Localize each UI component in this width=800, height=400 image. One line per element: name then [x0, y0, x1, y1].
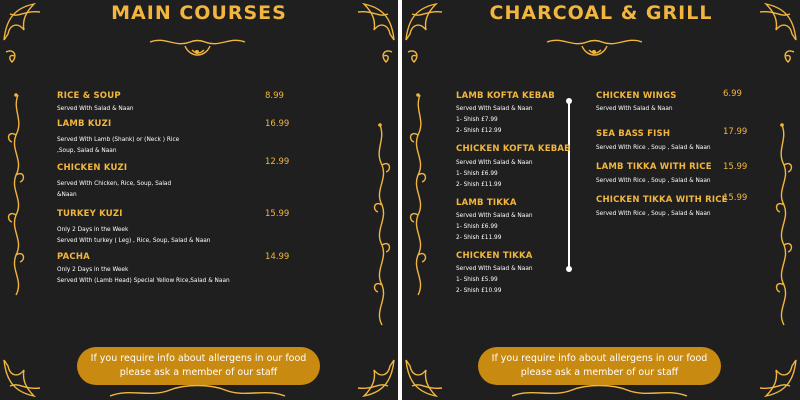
menu-item-name: CHICKEN TIKKA — [456, 251, 533, 261]
description-line: Only 2 Days in the Week — [57, 267, 129, 273]
menu-item-name: CHICKEN KUZI — [57, 163, 128, 173]
menu-item-name: LAMB KUZI — [57, 119, 112, 129]
description-line: Served With Salad & Naan — [596, 106, 673, 112]
menu-item-name: LAMB TIKKA — [456, 198, 517, 208]
description-line: Served With Chicken, Rice, Soup, Salad — [57, 181, 172, 187]
description-line: Only 2 Days in the Week — [57, 227, 129, 233]
description-line: &Naan — [57, 192, 77, 198]
description-line: Served With Rice , Soup , Salad & Naan — [596, 211, 711, 217]
description-line: Served With Salad & Naan — [456, 106, 533, 112]
menu-item-description — [57, 135, 179, 157]
menu-item-name: LAMB TIKKA WITH RICE — [596, 162, 712, 172]
description-line: 2- Shish £12.99 — [456, 128, 502, 134]
description-line: Served With turkey ( Leg) , Rice, Soup, Salad & Naan — [57, 238, 211, 244]
menu-item-description — [456, 264, 533, 297]
description-line: 1- Shish £5.99 — [456, 277, 498, 283]
menu-item-price: 8.99 — [265, 91, 284, 101]
page-title: MAIN COURSES — [111, 2, 287, 24]
menu-item-name: CHICKEN KOFTA KEBAB — [456, 144, 571, 154]
description-line: Served With Rice , Soup , Salad & Naan — [596, 145, 711, 151]
description-line: Served With Rice , Soup , Salad & Naan — [596, 178, 711, 184]
menu-item-description — [596, 104, 673, 115]
page-title: CHARCOAL & GRILL — [489, 2, 713, 24]
allergen-line: If you require info about allergens in our food — [90, 353, 307, 364]
menu-item-name: RICE & SOUP — [57, 91, 121, 101]
column-divider — [568, 101, 570, 269]
menu-item-description — [57, 265, 230, 287]
description-line: Served With Salad & Naan — [456, 266, 533, 272]
description-line: 2- Shish £11.99 — [456, 182, 502, 188]
menu-item-description — [456, 104, 533, 137]
menu-item-name: CHICKEN WINGS — [596, 91, 677, 101]
description-line: Served With Salad & Naan — [456, 160, 533, 166]
menu-item-description — [57, 179, 171, 201]
menu-item-price: 16.99 — [265, 119, 290, 129]
menu-item-name: CHICKEN TIKKA WITH RICE — [596, 195, 728, 205]
menu-item-price: 15.99 — [265, 209, 290, 219]
allergen-notice — [77, 347, 320, 385]
main-courses-menu-page — [0, 0, 398, 400]
menu-item-price: 6.99 — [723, 89, 742, 99]
divider-dot — [566, 266, 572, 272]
allergen-line: please ask a member of our staff — [119, 367, 278, 378]
menu-item-price: 15.99 — [723, 162, 748, 172]
menu-item-description — [596, 143, 711, 154]
menu-item-price: 15.99 — [723, 193, 748, 203]
allergen-line: If you require info about allergens in our food — [491, 353, 708, 364]
description-line: 1- Shish £6.99 — [456, 224, 498, 230]
menu-item-description — [456, 158, 533, 191]
menu-item-name: SEA BASS FISH — [596, 129, 671, 139]
description-line: Served With Salad & Naan — [57, 106, 134, 112]
allergen-notice — [478, 347, 721, 385]
menu-item-price: 12.99 — [265, 157, 290, 167]
menu-item-name: PACHA — [57, 252, 90, 262]
description-line: 2- Shish £11.99 — [456, 235, 502, 241]
description-line: 2- Shish £10.99 — [456, 288, 502, 294]
description-line: Served With (Lamb Head) Special Yellow Rice,Salad & Naan — [57, 278, 230, 284]
allergen-line: please ask a member of our staff — [520, 367, 679, 378]
menu-item-description — [596, 176, 711, 187]
description-line: ,Soup, Salad & Naan — [57, 148, 117, 154]
menu-item-price: 14.99 — [265, 252, 290, 262]
menu-item-description — [57, 104, 134, 115]
menu-item-name: TURKEY KUZI — [57, 209, 123, 219]
menu-item-description — [596, 209, 711, 220]
description-line: 1- Shish £6.99 — [456, 171, 498, 177]
charcoal-grill-menu-page — [402, 0, 800, 400]
menu-item-description — [456, 211, 533, 244]
description-line: Served With Lamb (Shank) or (Neck ) Rice — [57, 137, 180, 143]
menu-item-description — [57, 225, 210, 247]
menu-item-name: LAMB KOFTA KEBAB — [456, 91, 555, 101]
description-line: 1- Shish £7.99 — [456, 117, 498, 123]
divider-dot — [566, 98, 572, 104]
description-line: Served With Salad & Naan — [456, 213, 533, 219]
menu-item-price: 17.99 — [723, 127, 748, 137]
